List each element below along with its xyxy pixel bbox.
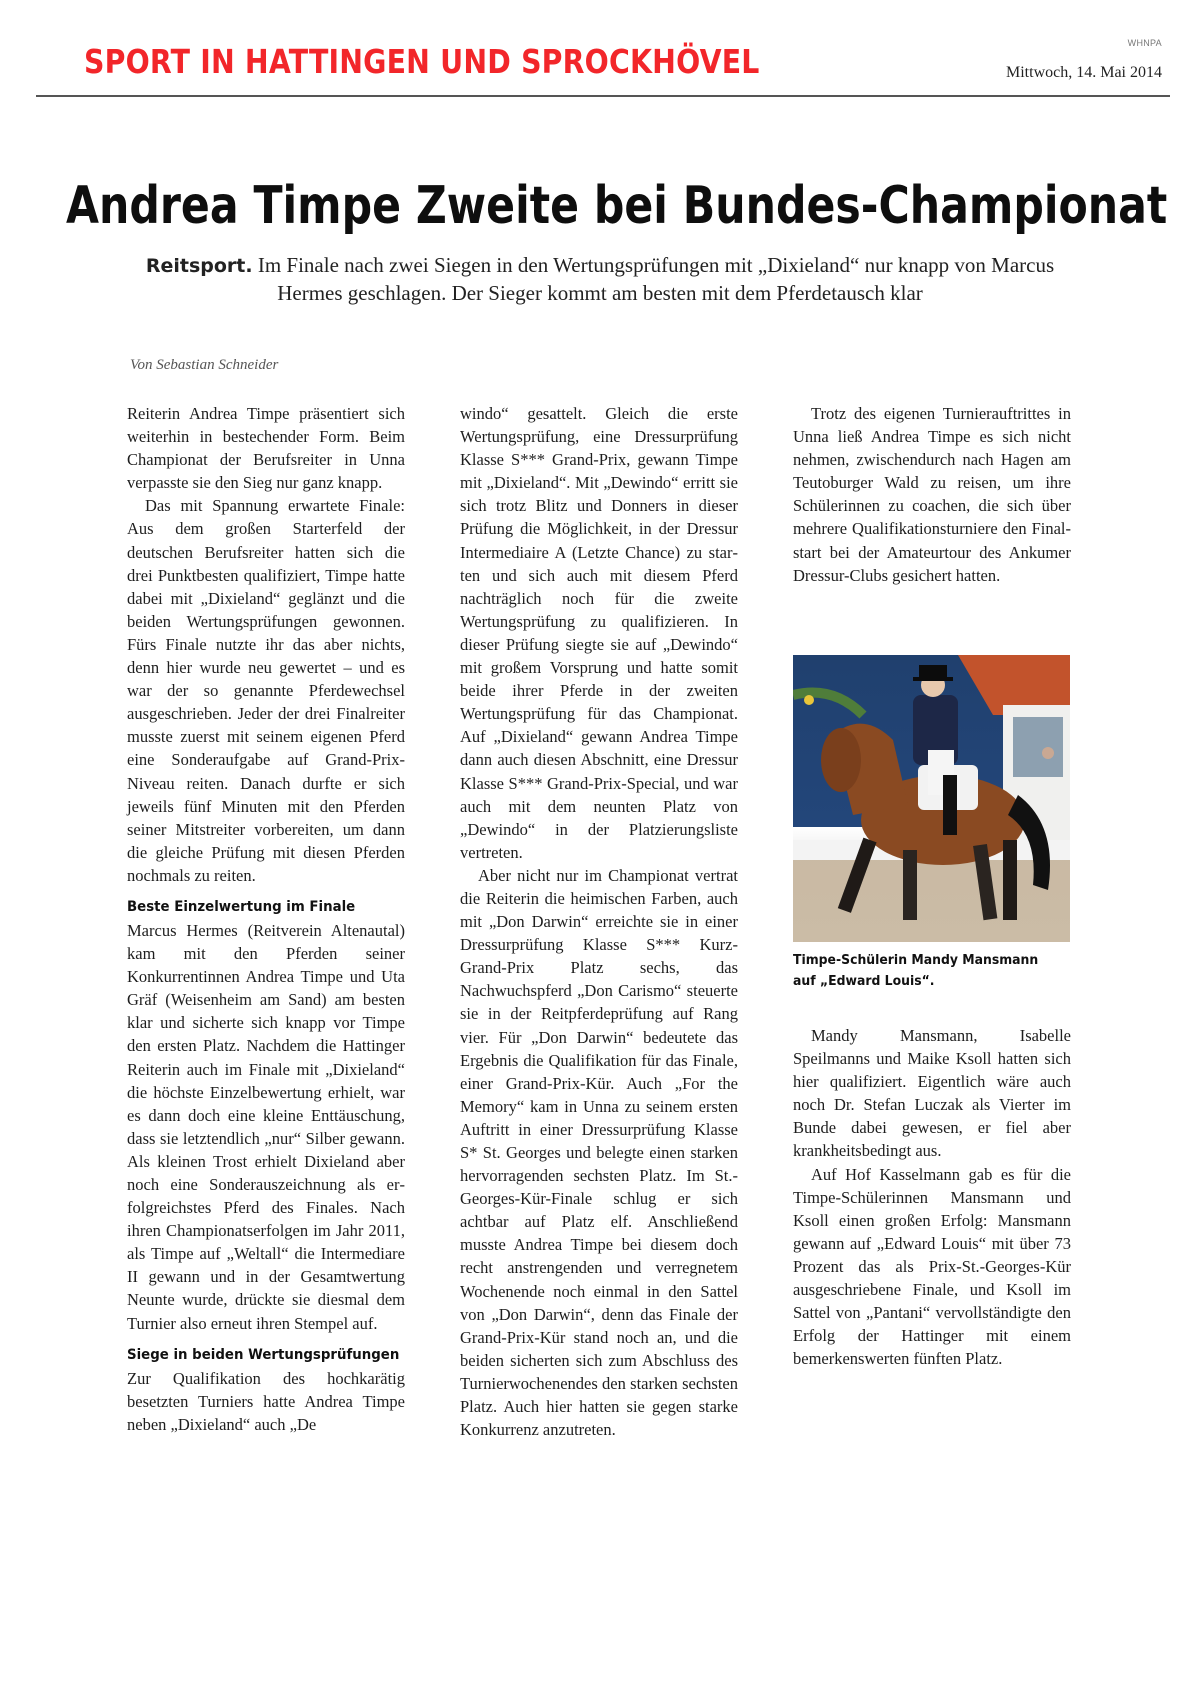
photo-rider-horse-icon <box>793 655 1070 942</box>
paragraph: Das mit Spannung erwartete Finale: Aus dem großen Starterfeld der deutschen Berufsreiter hatten sich die drei Punktbesten qualifiziert, Timpe hatte dabei mit „Dixieland“ geglänzt und die beiden Wertungsprüfungen gewonnen. Fürs Finale nutzte ihr das aber nichts, denn hier wurde neu gewertet – und es war der so genannte Pferdewechsel ausgeschrieben. Jeder der drei Finalreiter musste zuerst mit seinem eigenen Pferd eine Sonderaufgabe auf Grand-Prix-Niveau reiten. Danach durfte er sich jeweils fünf Minuten mit den Pferden seiner Mitstreiter vorbereiten, um dann die gleiche Prüfung mit diesen Pferden nochmals zu reiten. <box>127 496 405 885</box>
paragraph: Auf Hof Kasselmann gab es für die Timpe-Schülerinnen Mansmann und Ksoll einen großen Erfolg: Mansmann gewann auf „Edward Louis“ mit über 73 Prozent das als Prix-St.-Georges-Kür ausgeschriebene Finale, und Ksoll im Sattel von „Pantani“ vervollständigte den Erfolg der Hattinger mit einem bemerkenswerten fünften Platz. <box>793 1164 1071 1369</box>
paragraph: Trotz des eigenen Turnierauftrittes in Unna ließ Andrea Timpe es sich nicht nehmen, zwischendurch nach Hagen am Teutoburger Wald zu reisen, um ihre Schülerinnen zu coachen, die sich über mehrere Qualifikationsturniere den Finalstart bei der Amateurtour des Ankumer Dressur-Clubs gesichert hatten. <box>793 404 1071 585</box>
article-column-2 <box>460 402 738 1441</box>
headline: Andrea Timpe Zweite bei Bundes-Championat <box>66 176 1168 236</box>
subheading: Beste Einzelwertung im Finale <box>127 898 356 915</box>
paragraph: Reiterin Andrea Timpe präsentiert sich weiterhin in bestechender Form. Beim Championat der Berufsreiter in Unna verpasste sie den Sieg nur ganz knapp. <box>127 404 405 493</box>
section-title: SPORT IN HATTINGEN UND SPROCKHÖVEL <box>84 42 760 81</box>
article-column-3-continued <box>793 1024 1071 1370</box>
paragraph: Aber nicht nur im Championat vertrat die Reiterin die heimischen Farben, auch mit „Don Darwin“ erreichte sie in einer Dressurprüfung Klasse S*** Kurz-Grand-Prix Platz sechs, das Nachwuchspferd „Don Carismo“ steuerte sie in der Reitpferdeprüfung auf Rang vier. Für „Don Darwin“ bedeutete das Ergebnis die Qualifikation für das Finale, einer Grand-Prix-Kür. Auch „For the Memory“ kam in Unna zu seinem ersten Auftritt in einer Dressurprüfung Klasse S* St. Georges und belegte einen starken hervorragenden sechsten Platz. Im St.-Georges-Kür-Finale schlug er sich achtbar auf Platz elf. Anschließend musste Andrea Timpe bei diesem doch recht anstrengenden und verregnetem Wochenende noch einmal in den Sattel von „Don Darwin“, denn das Finale der Grand-Prix-Kür stand noch an, und die beiden sicherten sich zum Abschluss des Turnierwochenendes den starken sechsten Platz. Auch hier hatten sie gegen starke Konkurrenz anzutreten. <box>460 865 738 1440</box>
paragraph: Mandy Mansmann, Isabelle Speilmanns und Maike Ksoll hatten sich hier qualifiziert. Eigentlich wäre auch noch Dr. Stefan Luczak als Vierter im Bunde dabei gewesen, er fiel aber krankheitsbedingt aus. <box>793 1026 1071 1161</box>
agency-label: WHNPA <box>1127 38 1162 48</box>
article-column-1 <box>127 402 405 1436</box>
publication-date: Mittwoch, 14. Mai 2014 <box>1006 64 1162 81</box>
paragraph: windo“ gesattelt. Gleich die erste Wertungsprüfung, eine Dressurprüfung Klasse S*** Grand-Prix, gewann Timpe mit „Dixieland“. Mit „Dewindo“ erritt sie sich trotz Blitz und Donners in dieser Prüfung die Möglichkeit, in der Dressur Intermediaire A (Letzte Chance) zu starten und sich auch mit diesem Pferd nachträglich noch für die zweite Wertungsprüfung zu qualifizieren. In dieser Prüfung siegte sie auf „Dewindo“ mit großem Vorsprung und hatte somit beide ihrer Pferde in der zweiten Wertungsprüfung für das Championat. Auf „Dixieland“ gewann Andrea Timpe dann auch diesen Abschnitt, eine Dressur Klasse S*** Grand-Prix-Special, und war auch mit dem neunten Platz von „Dewindo“ in der Platzierungsliste vertreten. <box>460 404 738 862</box>
masthead <box>36 0 1170 97</box>
subhead <box>120 252 1080 307</box>
byline: Von Sebastian Schneider <box>130 357 279 373</box>
subheading: Siege in beiden Wertungsprüfungen <box>127 1346 400 1363</box>
paragraph: Zur Qualifikation des hochkarätig besetzten Turniers hatte Andrea Timpe neben „Dixieland“ auch „De <box>127 1368 405 1434</box>
kicker: Reitsport. <box>145 255 253 277</box>
article-column-3 <box>793 402 1071 587</box>
photo-caption: Timpe-Schülerin Mandy Mansmann auf „Edward Louis“. <box>793 952 1039 989</box>
subhead-text: Im Finale nach zwei Siegen in den Wertungsprüfungen mit „Dixieland“ nur knapp von Marcus Hermes geschlagen. Der Sieger kommt am besten mit dem Pferdetausch klar <box>257 253 1055 305</box>
paragraph: Marcus Hermes (Reitverein Altenautal) kam mit den Pferden seiner Konkurrentinnen Andrea Timpe und Uta Gräf (Weisenheim am Sand) am besten klar und sicherte sich knapp vor Timpe den ersten Platz. Nachdem die Hattinger Reiterin auch im Finale mit „Dixieland“ die höchste Einzelbewertung erhielt, war es dann doch eine kleine Enttäuschung, dass sie letztendlich „nur“ Silber gewann. Als kleinen Trost erhielt Dixieland aber noch eine Sonderauszeichnung als erfolgreichstes Pferd des Finales. Nach ihren Championatserfolgen im Jahr 2011, als Timpe auf „Weltall“ die Intermediare II gewann und in der Gesamtwertung Neunte wurde, drückte sie diesmal dem Turnier also erneut ihren Stempel auf. <box>127 920 405 1333</box>
